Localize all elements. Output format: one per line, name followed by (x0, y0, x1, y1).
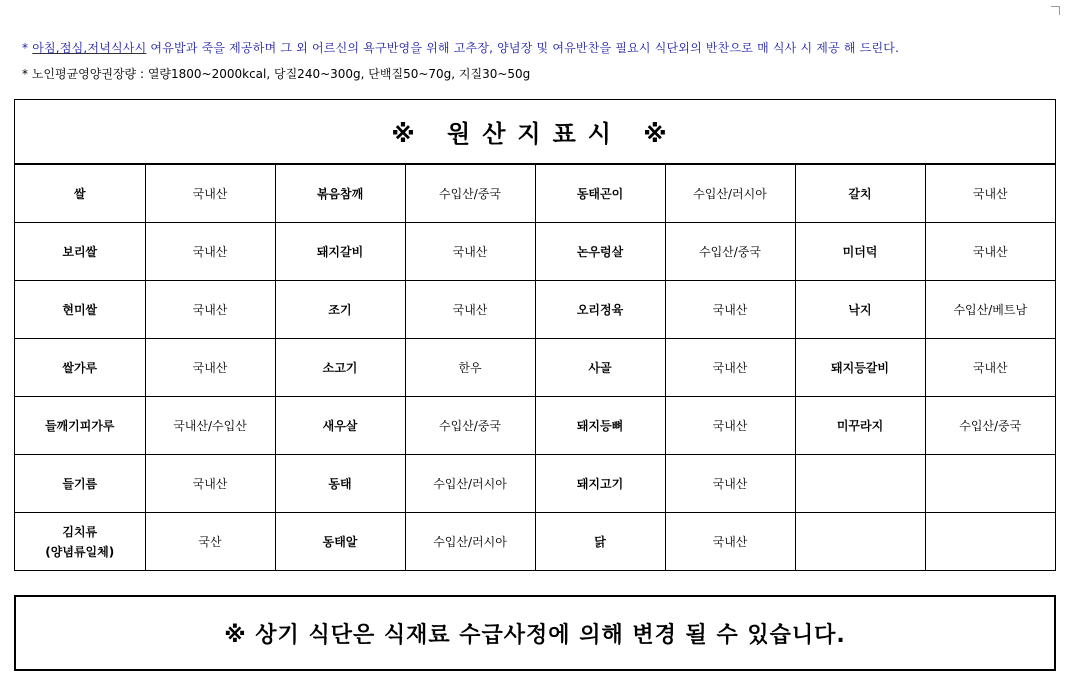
table-spacer-row (15, 571, 1055, 593)
table-row (15, 165, 1055, 223)
menu-change-notice: ※ 상기 식단은 식재료 수급사정에 의해 변경 될 수 있습니다. (14, 595, 1056, 671)
ingredient-cell: 동태알 (275, 513, 405, 571)
table-row (15, 513, 1055, 571)
origin-cell: 국내산 (145, 281, 275, 339)
ingredient-cell: 들깨기피가루 (15, 397, 145, 455)
origin-cell: 국내산 (925, 223, 1055, 281)
origin-cell: 수입산/러시아 (405, 455, 535, 513)
ingredient-cell: 김치류 (양념류일체) (15, 513, 145, 571)
ingredient-cell: 미더덕 (795, 223, 925, 281)
origin-cell: 수입산/중국 (665, 223, 795, 281)
ingredient-cell: 사골 (535, 339, 665, 397)
ingredient-cell: 보리쌀 (15, 223, 145, 281)
origin-cell: 국내산 (145, 165, 275, 223)
origin-cell (925, 513, 1055, 571)
ingredient-cell: 동태 (275, 455, 405, 513)
origin-table-box (14, 99, 1056, 571)
ingredient-cell: 쌀 (15, 165, 145, 223)
nutrition-note: * 노인평균영양권장량 : 열량1800~2000kcal, 당질240~300g, 단백질50~70g, 지질30~50g (22, 67, 531, 81)
table-row (15, 397, 1055, 455)
ingredient-cell: 미꾸라지 (795, 397, 925, 455)
note-text: 여유밥과 죽을 제공하며 그 외 어르신의 욕구반영을 위해 고추장, 양념장 및 여유반찬을 필요시 식단외의 반찬으로 매 식사 시 제공 해 드린다. (146, 41, 900, 55)
ingredient-cell: 볶음참깨 (275, 165, 405, 223)
ingredient-cell: 돼지등갈비 (795, 339, 925, 397)
origin-table-title: ※ 원산지표시 ※ (15, 100, 1055, 165)
table-row (15, 339, 1055, 397)
origin-cell: 수입산/러시아 (405, 513, 535, 571)
ingredient-cell: 들기름 (15, 455, 145, 513)
origin-cell (925, 455, 1055, 513)
ingredient-cell: 닭 (535, 513, 665, 571)
origin-cell: 수입산/중국 (405, 165, 535, 223)
ingredient-cell (795, 513, 925, 571)
origin-cell: 국산 (145, 513, 275, 571)
table-row (15, 281, 1055, 339)
page-corner-mark (1051, 6, 1060, 15)
origin-cell: 국내산 (665, 513, 795, 571)
ingredient-cell: 소고기 (275, 339, 405, 397)
ingredient-cell: 동태곤이 (535, 165, 665, 223)
ingredient-cell: 현미쌀 (15, 281, 145, 339)
ingredient-cell: 논우렁살 (535, 223, 665, 281)
ingredient-cell: 돼지고기 (535, 455, 665, 513)
table-row (15, 223, 1055, 281)
origin-cell: 국내산 (145, 339, 275, 397)
ingredient-cell: 낙지 (795, 281, 925, 339)
meal-note (22, 39, 899, 56)
origin-cell: 국내산 (665, 455, 795, 513)
ingredient-cell (795, 455, 925, 513)
ingredient-cell: 오리정육 (535, 281, 665, 339)
ingredient-cell: 조기 (275, 281, 405, 339)
origin-cell: 국내산 (925, 165, 1055, 223)
ingredient-cell: 돼지갈비 (275, 223, 405, 281)
ingredient-cell: 갈치 (795, 165, 925, 223)
ingredient-cell: 쌀가루 (15, 339, 145, 397)
origin-cell: 국내산 (665, 397, 795, 455)
origin-cell: 국내산 (665, 281, 795, 339)
origin-cell: 수입산/베트남 (925, 281, 1055, 339)
origin-table-body (15, 165, 1055, 593)
ingredient-cell: 돼지등뼈 (535, 397, 665, 455)
origin-cell: 수입산/러시아 (665, 165, 795, 223)
origin-cell: 국내산 (665, 339, 795, 397)
origin-cell: 수입산/중국 (925, 397, 1055, 455)
table-spacer-cell (15, 571, 1055, 593)
origin-cell: 국내산 (145, 455, 275, 513)
origin-cell: 국내산/수입산 (145, 397, 275, 455)
origin-cell: 국내산 (405, 223, 535, 281)
origin-cell: 수입산/중국 (405, 397, 535, 455)
origin-cell: 국내산 (925, 339, 1055, 397)
origin-table (15, 165, 1055, 593)
table-row (15, 455, 1055, 513)
note-underlined-text: 아침,점심,저녁식사시 (32, 41, 147, 55)
origin-cell: 국내산 (405, 281, 535, 339)
note-bullet: * (22, 41, 33, 55)
origin-cell: 한우 (405, 339, 535, 397)
origin-cell: 국내산 (145, 223, 275, 281)
ingredient-cell: 새우살 (275, 397, 405, 455)
